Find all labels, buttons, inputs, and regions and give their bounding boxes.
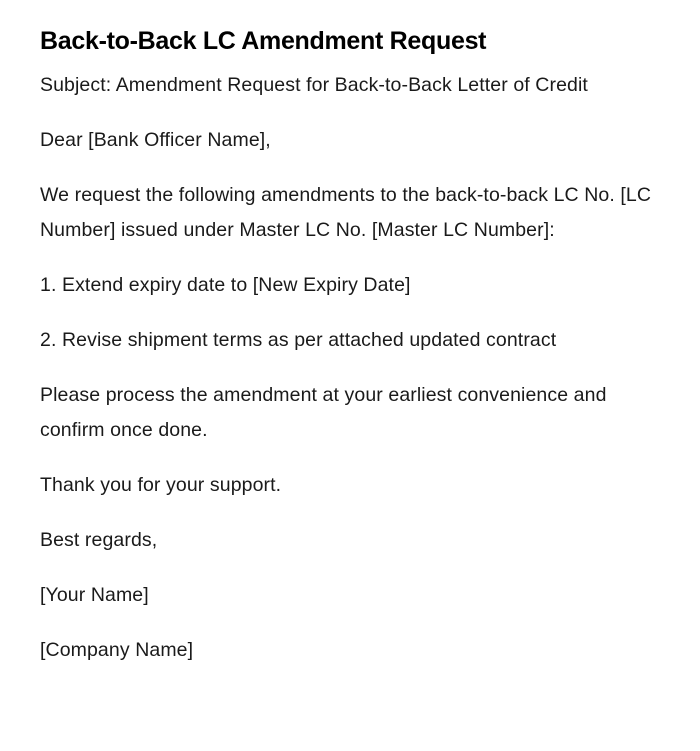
thanks-line: Thank you for your support. [40,474,282,496]
document-title: Back-to-Back LC Amendment Request [40,27,487,55]
subject-line: Subject: Amendment Request for Back-to-Back Letter of Credit [40,74,588,96]
amendment-item-1: 1. Extend expiry date to [New Expiry Date] [40,274,411,296]
amendment-item-2: 2. Revise shipment terms as per attached updated contract [40,329,557,351]
closing-line: Best regards, [40,529,158,551]
salutation: Dear [Bank Officer Name], [40,129,271,151]
company-name: [Company Name] [40,639,194,661]
intro-paragraph: We request the following amendments to the back-to-back LC No. [LC Number] issued under Master LC No. [Master LC Number]: [40,184,652,241]
request-paragraph: Please process the amendment at your earliest convenience and confirm once done. [40,384,607,441]
sender-name: [Your Name] [40,584,149,606]
